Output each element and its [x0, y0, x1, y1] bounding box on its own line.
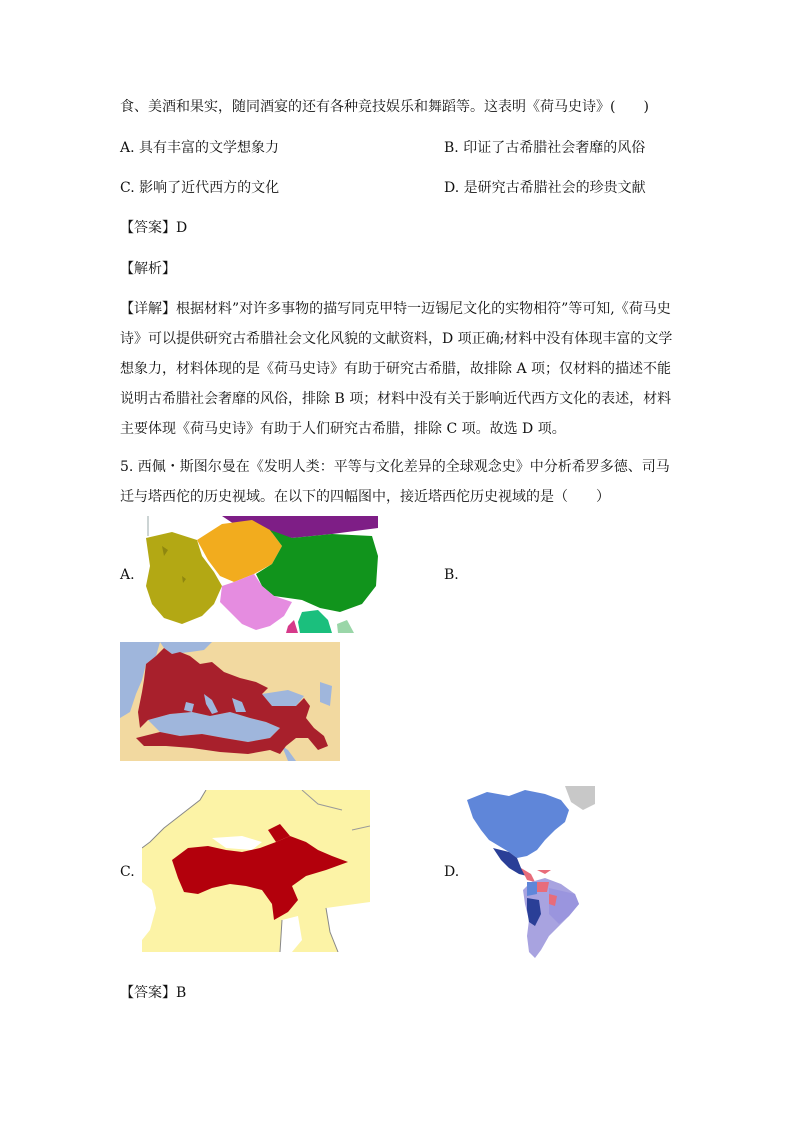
map-d-americas — [465, 786, 595, 960]
q5-stem-line-1: 5. 西佩・斯图尔曼在《发明人类：平等与文化差异的全球观念史》中分析希罗多德、司马 — [120, 459, 670, 475]
q4-detail-line-5: 主要体现《荷马史诗》有助于人们研究古希腊，排除 C 项。故选 D 项。 — [120, 421, 566, 437]
q5-option-a-label: A. — [120, 567, 135, 583]
q4-answer: 【答案】D — [120, 220, 188, 236]
q4-option-c: C. 影响了近代西方的文化 — [120, 180, 280, 196]
map-b-roman-empire — [120, 642, 340, 761]
q4-detail-line-1: 【详解】根据材料”对许多事物的描写同克甲特一迈锡尼文化的实物相符”等可知,《荷马史 — [120, 301, 671, 317]
q4-stem-tail: 食、美酒和果实，随同酒宴的还有各种竞技娱乐和舞蹈等。这表明《荷马史诗》( ) — [120, 99, 649, 115]
q4-analysis-heading: 【解析】 — [120, 261, 176, 277]
map-c-islamic-empire — [142, 790, 370, 952]
q5-option-b-label: B. — [444, 567, 459, 583]
q5-option-c-label: C. — [120, 864, 135, 880]
map-a-asia — [142, 516, 378, 633]
q4-option-d: D. 是研究古希腊社会的珍贵文献 — [444, 180, 646, 196]
q4-detail-line-4: 说明古希腊社会奢靡的风俗，排除 B 项；材料中没有关于影响近代西方文化的表述，材料 — [120, 391, 672, 407]
q5-answer: 【答案】B — [120, 985, 187, 1001]
q4-detail-line-3: 想象力，材料体现的是《荷马史诗》有助于研究古希腊，故排除 A 项；仅材料的描述不能 — [120, 361, 672, 377]
q5-option-d-label: D. — [444, 864, 460, 880]
q5-stem-line-2: 迁与塔西佗的历史视域。在以下的四幅图中，接近塔西佗历史视域的是（ ） — [120, 489, 610, 505]
q4-option-a: A. 具有丰富的文学想象力 — [120, 140, 280, 156]
q4-option-b: B. 印证了古希腊社会奢靡的风俗 — [444, 140, 646, 156]
q4-detail-line-2: 诗》可以提供研究古希腊社会文化风貌的文献资料，D 项正确;材料中没有体现丰富的文学 — [120, 331, 673, 347]
